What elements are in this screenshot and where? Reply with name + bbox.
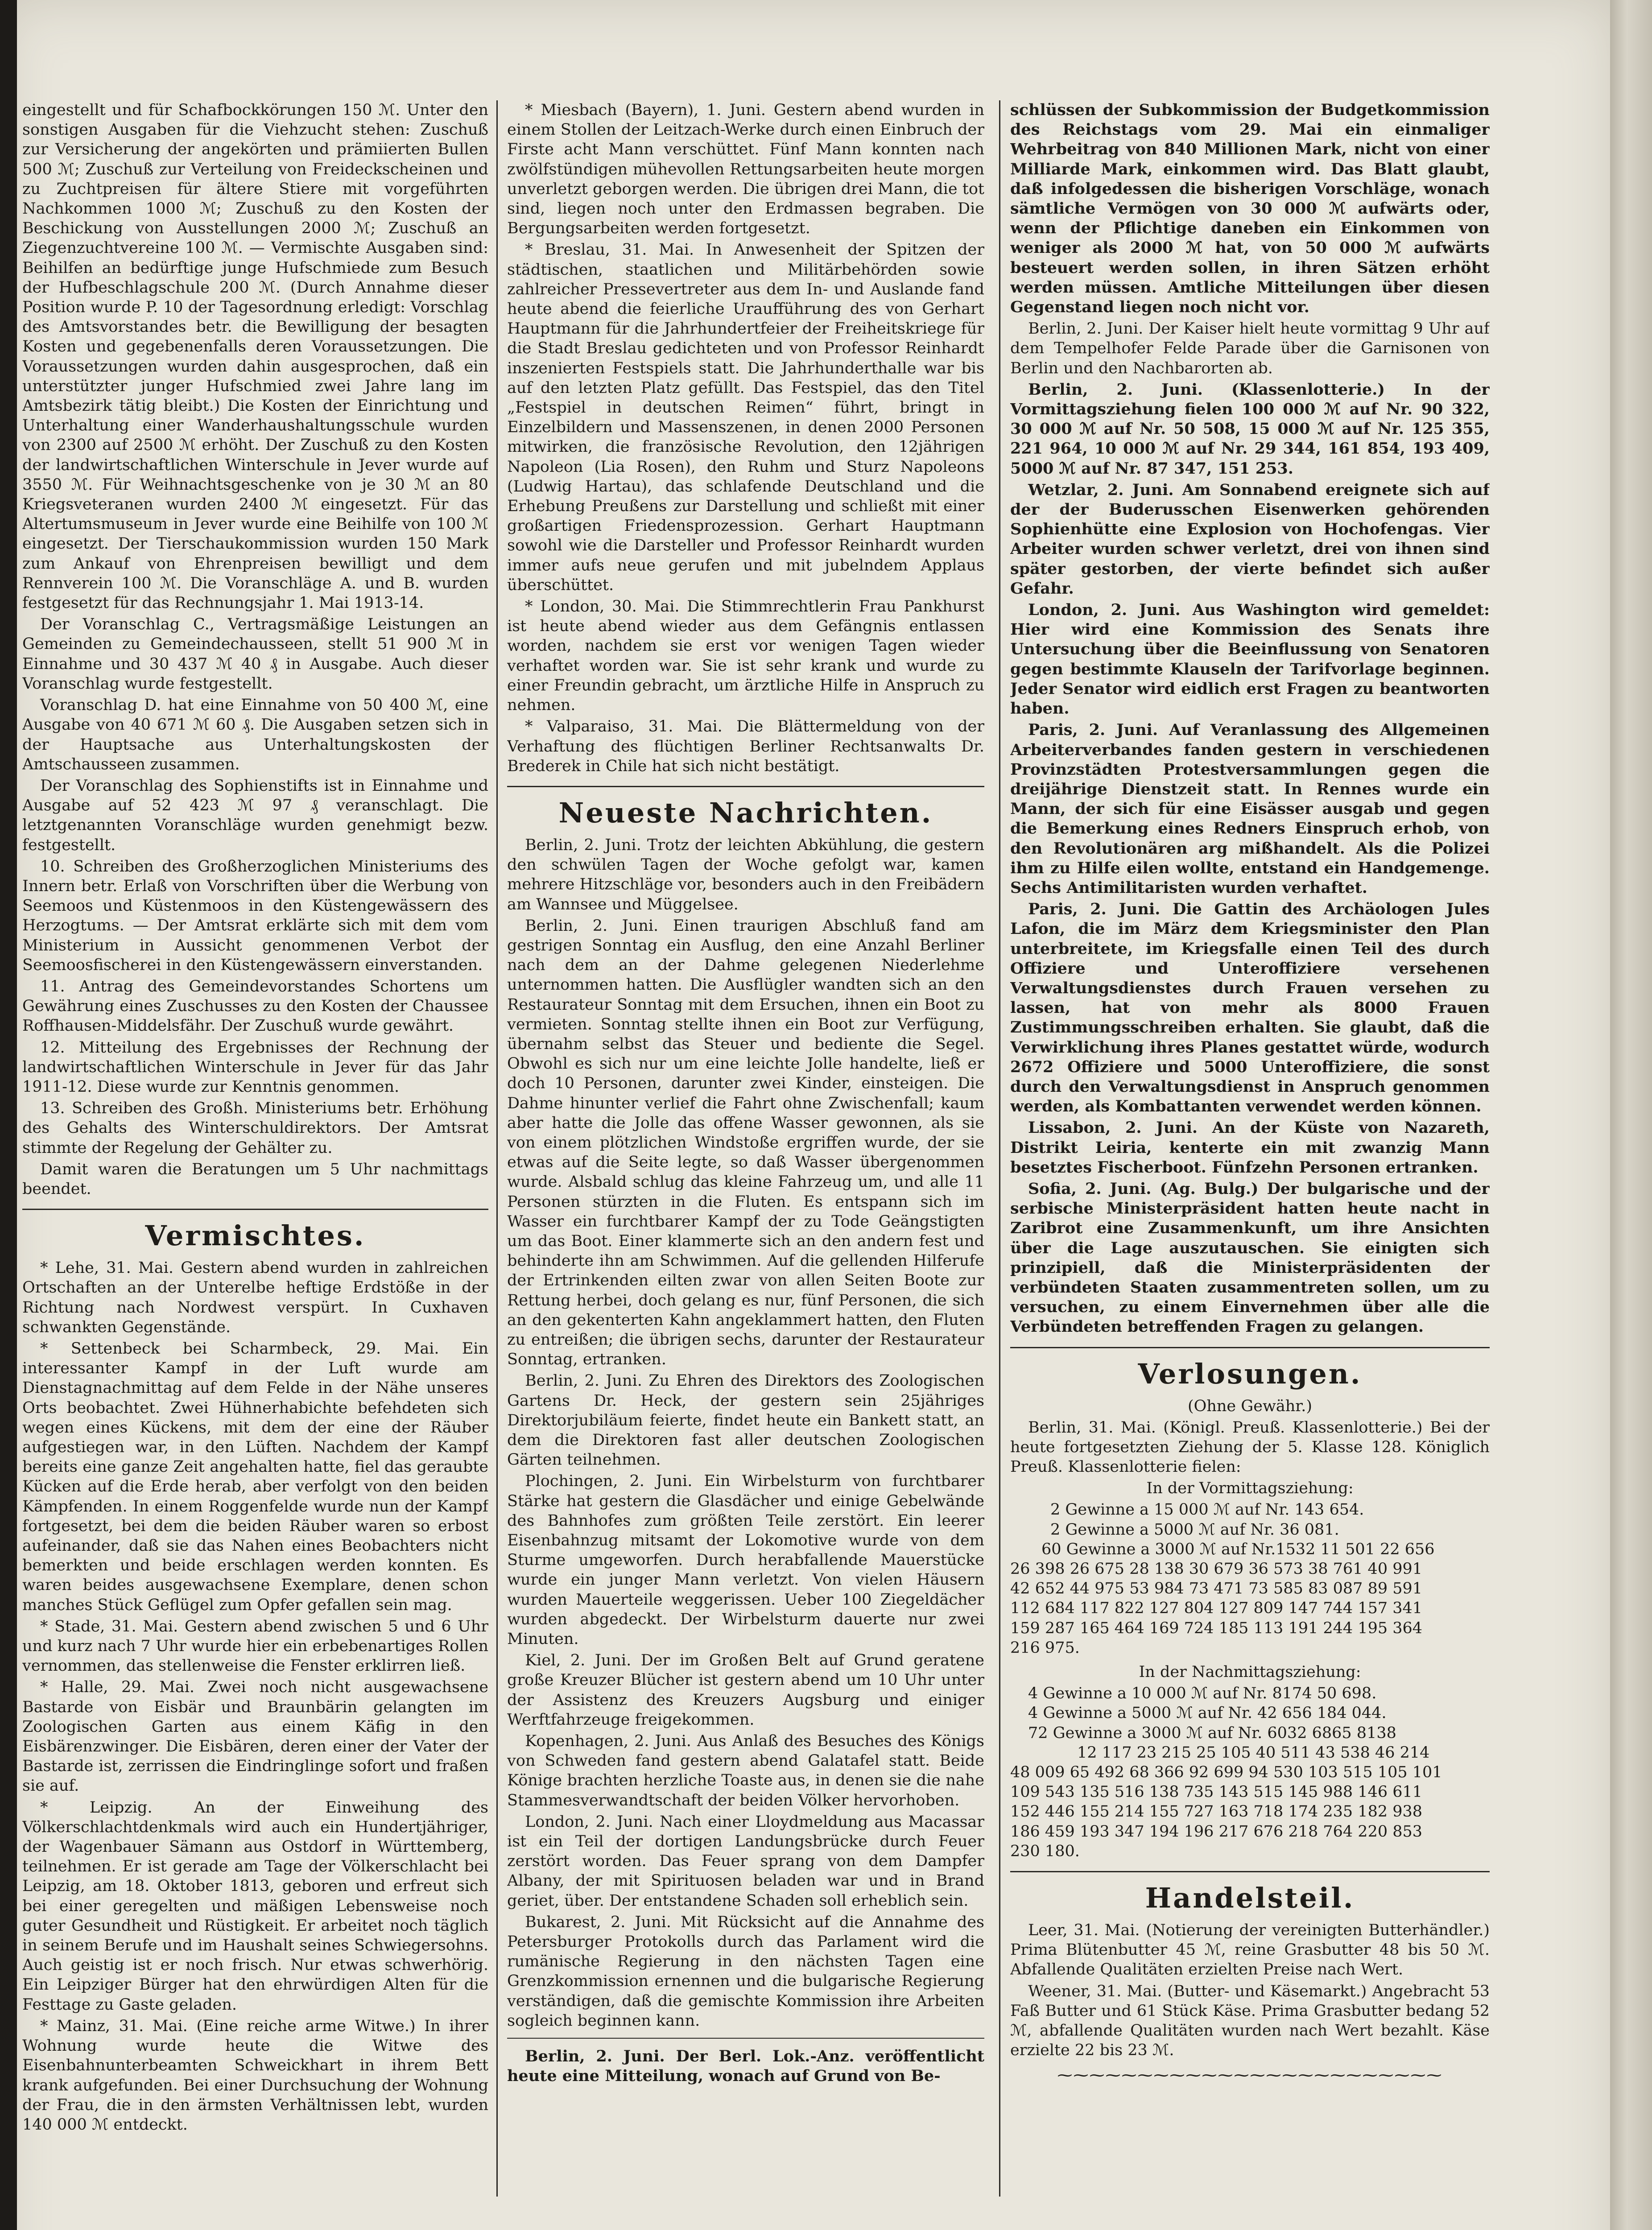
lottery-line: 109 543 135 516 138 735 143 515 145 988 146 611 (1010, 1783, 1423, 1801)
news-item: Plochingen, 2. Juni. Ein Wirbelsturm von furchtbarer Stärke hat gestern die Glasdächer und einige Gebelwände des Bahnhofes zum größten Teile zerstört. Ein leerer Eisenbahnzug mitsamt der Lokomotive wurde von dem Sturme umgeworfen. Durch herabfallende Mauerstücke wurde ein junger Mann verletzt. Von vielen Häusern wurden Mauerteile weggerissen. Ueber 100 Ziegeldächer wurden abgedeckt. Der Wirbelsturm dauerte nur zwei Minuten. (507, 1472, 984, 1648)
scan-left-edge (0, 0, 17, 2230)
lottery-line: 60 Gewinne a 3000 ℳ auf Nr.1532 11 501 22 656 (1041, 1540, 1435, 1558)
section-title-vermischtes: Vermischtes. (145, 1219, 366, 1252)
column-1 (22, 100, 488, 2136)
news-item-bold: Paris, 2. Juni. Die Gattin des Archäologen Jules Lafon, die im März dem Kriegsminister den Plan unterbreitete, im Kriegsfalle einen Teil des durch Offiziere und Unteroffiziere versehenen Verwaltungsdienstes durch Frauen versehen zu lassen, hat von mehr als 8000 Frauen Zustimmungsschreiben erhalten. Sie glaubt, daß die Verwirklichung ihres Planes gestattet würde, wodurch 2672 Offiziere und 5000 Unteroffiziere, die sonst durch den Verwaltungsdienst in Anspruch genommen werden, als Kombattanten verwendet werden können. (1010, 900, 1490, 1116)
news-item: * Leipzig. An der Einweihung des Völkerschlachtdenkmals wird auch ein Hundertjähriger, der Wagenbauer Sämann aus Ostdorf in Württemberg, teilnehmen. Er ist gerade am Tage der Völkerschlacht bei Leipzig, am 18. Oktober 1813, geboren und erfreut sich bei einer geregelten und mäßigen Lebensweise noch guter Gesundheit und Rüstigkeit. Er arbeitet noch täglich in seinem Berufe und im Haushalt seines Schwiegersohns. Auch geistig ist er noch frisch. Nur etwas schwerhörig. Ein Leipziger Bürger hat den ehrwürdigen Alten für die Festtage zu Gaste geladen. (22, 1798, 488, 2014)
lottery-line: 152 446 155 214 155 727 163 718 174 235 182 938 (1010, 1803, 1423, 1821)
lottery-intro: Berlin, 31. Mai. (Königl. Preuß. Klassenlotterie.) Bei der heute fortgesetzten Ziehung der 5. Klasse 128. Königlich Preuß. Klassenlotterie fielen: (1010, 1418, 1490, 1476)
news-item-bold: Sofia, 2. Juni. (Ag. Bulg.) Der bulgarische und der serbische Ministerpräsident hatten heute nacht in Zaribrot eine Zusammenkunft, um ihre Ansichten über die Lage auszutauschen. Sie einigten sich prinzipiell, daß die Ministerpräsidenten der verbündeten Staaten zusammentreten sollen, um zu versuchen, zu einem Einvernehmen über alle die Verbündeten betreffenden Fragen zu gelangen. (1010, 1179, 1490, 1336)
lottery-line: 2 Gewinne a 5000 ℳ auf Nr. 36 081. (1050, 1520, 1339, 1539)
news-item: London, 2. Juni. Nach einer Lloydmeldung aus Macassar ist ein Teil der dortigen Landungsbrücke durch Feuer zerstört worden. Das Feuer sprang von dem Dampfer Albany, der mit Spirituosen beladen war und in Brand geriet, über. Der entstandene Schaden soll erheblich sein. (507, 1813, 984, 1910)
column-3 (1010, 100, 1490, 2089)
paragraph: Voranschlag D. hat eine Einnahme von 50 400 ℳ, eine Ausgabe von 40 671 ℳ 60 ₰. Die Ausgaben setzen sich in der Hauptsache aus Unterhaltungskosten der Amtschausseen zusammen. (22, 696, 488, 773)
lottery-list-nachmittag (1010, 1743, 1490, 1861)
column-divider (999, 100, 1000, 2197)
lottery-line: 12 117 23 215 25 105 40 511 43 538 46 214 (1077, 1743, 1430, 1762)
news-item: * Mainz, 31. Mai. (Eine reiche arme Witwe.) In ihrer Wohnung wurde heute die Witwe des Eisenbahnunterbeamten Schweickhart in ihrem Bett krank aufgefunden. Bei einer Durchsuchung der Wohnung der Frau, die in den ärmsten Verhältnissen lebt, wurden 140 000 ℳ entdeckt. (22, 2017, 488, 2134)
news-item-bold: Berlin, 2. Juni. (Klassenlotterie.) In der Vormittagsziehung fielen 100 000 ℳ auf Nr. 90 322, 30 000 ℳ auf Nr. 50 508, 15 000 ℳ auf Nr. 125 355, 221 964, 10 000 ℳ auf Nr. 29 344, 161 854, 193 409, 5000 ℳ auf Nr. 87 347, 151 253. (1010, 380, 1490, 478)
lottery-list-vormittag (1010, 1500, 1490, 1539)
news-item: Berlin, 2. Juni. Der Kaiser hielt heute vormittag 9 Uhr auf dem Tempelhofer Felde Parade über die Garnisonen von Berlin und den Nachbarorten ab. (1010, 320, 1490, 377)
news-item: * Valparaiso, 31. Mai. Die Blättermeldung von der Verhaftung des flüchtigen Berliner Rechtsanwalts Dr. Brederek in Chile hat sich nicht bestätigt. (507, 718, 984, 775)
paragraph: Damit waren die Beratungen um 5 Uhr nachmittags beendet. (22, 1160, 488, 1198)
news-item: * Halle, 29. Mai. Zwei noch nicht ausgewachsene Bastarde von Eisbär und Braunbärin gelangten im Zoologischen Garten aus einem Käfig in den Eisbärenzwinger. Die Eisbären, deren einer der Vater der Bastarde ist, zerrissen die Eindringlinge sofort und fraßen sie auf. (22, 1678, 488, 1795)
news-item: * Stade, 31. Mai. Gestern abend zwischen 5 und 6 Uhr und kurz nach 7 Uhr wurde hier ein erbebenartiges Rollen vernommen, das stellenweise die Fenster erklirren ließ. (22, 1617, 488, 1675)
column-2 (507, 100, 984, 2088)
paragraph: 12. Mitteilung des Ergebnisses der Rechnung der landwirtschaftlichen Winterschule in Jever für das Jahr 1911-12. Diese wurde zur Kenntnis genommen. (22, 1038, 488, 1096)
section-title-neueste-nachrichten: Neueste Nachrichten. (558, 796, 933, 829)
paragraph: 13. Schreiben des Großh. Ministeriums betr. Erhöhung des Gehalts des Winterschuldirektors. Der Amtsrat stimmte der Regelung der Gehälter zu. (22, 1099, 488, 1157)
lottery-line: 216 975. (1010, 1639, 1080, 1657)
news-item: * Breslau, 31. Mai. In Anwesenheit der Spitzen der städtischen, staatlichen und Militärbehörden sowie zahlreicher Pressevertreter aus dem In- und Auslande fand heute abend die feierliche Uraufführung des von Gerhart Hauptmann für die Jahrhundertfeier der Freiheitskriege für die Stadt Breslau gedichteten und von Professor Reinhardt inszenierten Festspiels statt. Die Jahrhunderthalle war bis auf den letzten Platz gefüllt. Das Festspiel, das den Titel „Festspiel in deutschen Reimen“ führt, bringt in Einzelbildern und Massenszenen, in denen 2000 Personen mitwirken, die französische Revolution, den 12jährigen Napoleon (Lia Rosen), den Ruhm und Sturz Napoleons (Ludwig Hartau), das schlafende Deutschland und die Erhebung Preußens zur Darstellung und schließt mit einer großartigen Friedensprozession. Gerhart Hauptmann sowohl wie die Darsteller und Professor Reinhardt wurden immer aufs neue gerufen und mit jubelndem Applaus überschüttet. (507, 241, 984, 594)
lottery-line: 186 459 193 347 194 196 217 676 218 764 220 853 (1010, 1822, 1423, 1841)
news-item: * London, 30. Mai. Die Stimmrechtlerin Frau Pankhurst ist heute abend wieder aus dem Gefängnis entlassen worden, nachdem sie erst vor wenigen Tagen wieder verhaftet worden war. Sie ist sehr krank und wurde zu einer Freundin gebracht, um ärztliche Hilfe in Anspruch zu nehmen. (507, 598, 984, 714)
lottery-line: 230 180. (1010, 1842, 1080, 1860)
lottery-list-vormittag (1010, 1559, 1490, 1658)
paragraph: eingestellt und für Schafbockkörungen 150 ℳ. Unter den sonstigen Ausgaben für die Viehzucht stehen: Zuschuß zur Versicherung der angekörten und prämiierten Bullen 500 ℳ; Zuschuß zur Verteilung von Freideckscheinen und zu Zuchtpreisen für ältere Stiere mit vorgeführten Nachkommen 1000 ℳ; Zuschuß zu den Kosten der Beschickung von Ausstellungen 2000 ℳ; Zuschuß an Ziegenzuchtvereine 100 ℳ. — Vermischte Ausgaben sind: Beihilfen an bedürftige junge Hufschmiede zum Besuch der Hufbeschlagschule 200 ℳ. (Durch Annahme dieser Position wurde P. 10 der Tagesordnung erledigt: Vorschlag des Amtsvorstandes betr. die Bewilligung der besagten Kosten und gegebenenfalls deren Voraussetzungen. Die Voraussetzungen wurden dahin ausgesprochen, daß ein unterstützter junger Hufschmied zwei Jahre lang im Amtsbezirk tätig bleibt.) Die Kosten der Einrichtung und Unterhaltung einer Wanderhaushaltungsschule wurden von 2300 auf 2500 ℳ erhöht. Der Zuschuß zu den Kosten der landwirtschaftlichen Winterschule in Jever wurde auf 3550 ℳ. Für Weihnachtsgeschenke von je 30 ℳ an 80 Kriegsveteranen wurden 2400 ℳ eingesetzt. Für das Altertumsmuseum in Jever wurde eine Beihilfe von 100 ℳ eingesetzt. Der Tierschaukommission wurden 150 Mark zum Ankauf von Ehrenpreisen bewilligt und dem Rennverein 100 ℳ. Die Voranschläge A. und B. wurden festgesetzt für das Rechnungsjahr 1. Mai 1913-14. (22, 101, 488, 612)
section-title-verlosungen: Verlosungen. (1138, 1357, 1362, 1390)
lottery-line: 2 Gewinne a 15 000 ℳ auf Nr. 143 654. (1050, 1501, 1364, 1519)
closing-ornament: ⁓⁓⁓⁓⁓⁓⁓⁓⁓⁓⁓⁓⁓⁓⁓⁓⁓⁓⁓⁓⁓⁓⁓⁓ (1057, 2066, 1443, 2085)
paragraph: 11. Antrag des Gemeindevorstandes Schortens um Gewährung eines Zuschusses zu den Kosten der Chaussee Roffhausen-Middelsfähr. Der Zuschuß wurde gewährt. (22, 977, 488, 1035)
news-item: * Lehe, 31. Mai. Gestern abend wurden in zahlreichen Ortschaften an der Unterelbe heftige Erdstöße in der Richtung nach Nordwest verspürt. In Cuxhaven schwankten Gegenstände. (22, 1259, 488, 1336)
section-rule (1010, 1347, 1490, 1348)
news-item-bold: schlüssen der Subkommission der Budgetkommission des Reichstags vom 29. Mai ein einmaliger Wehrbeitrag von 840 Millionen Mark, nicht von einer Milliarde Mark, einkommen wird. Das Blatt glaubt, daß infolgedessen die bisherigen Vorschläge, wonach sämtliche Vermögen von 30 000 ℳ aufwärts oder, wenn der Pflichtige daneben ein Einkommen von weniger als 2000 ℳ hat, von 50 000 ℳ aufwärts besteuert werden sollen, in ihren Sätzen erhöht werden müssen. Amtliche Mitteilungen über diesen Gegenstand liegen noch nicht vor. (1010, 101, 1490, 317)
lottery-line: 42 652 44 975 53 984 73 471 73 585 83 087 89 591 (1010, 1580, 1423, 1598)
news-item: Bukarest, 2. Juni. Mit Rücksicht auf die Annahme des Petersburger Protokolls durch das Parlament wird die rumänische Regierung in den nächsten Tagen eine Grenzkommission ernennen und die bulgarische Regierung verständigen, daß die gemischte Kommission ihre Arbeiten sogleich beginnen kann. (507, 1913, 984, 2030)
lottery-line: 4 Gewinne a 5000 ℳ auf Nr. 42 656 184 044. (1028, 1704, 1387, 1722)
section-rule (507, 786, 984, 787)
paragraph: Der Voranschlag des Sophienstifts ist in Einnahme und Ausgabe auf 52 423 ℳ 97 ₰ veranschlagt. Die letztgenannten Voranschläge wurden genehmigt bezw. festgestellt. (22, 776, 488, 854)
section-subtitle: (Ohne Gewähr.) (1188, 1397, 1312, 1415)
news-item: * Miesbach (Bayern), 1. Juni. Gestern abend wurden in einem Stollen der Leitzach-Werke durch einen Einbruch der Firste acht Mann verschüttet. Fünf Mann konnten nach zwölfstündigen mühevollen Rettungsarbeiten heute morgen unverletzt geborgen werden. Die übrigen drei Mann, die tot sind, liegen noch unter den Erdmassen begraben. Die Bergungsarbeiten werden fortgesetzt. (507, 101, 984, 238)
lottery-line: 112 684 117 822 127 804 127 809 147 744 157 341 (1010, 1599, 1423, 1618)
market-report: Leer, 31. Mai. (Notierung der vereinigten Butterhändler.) Prima Blütenbutter 45 ℳ, reine Grasbutter 48 bis 50 ℳ. Abfallende Qualitäten erzielten Preise nach Wert. (1010, 1921, 1490, 1979)
news-item: Berlin, 2. Juni. Einen traurigen Abschluß fand am gestrigen Sonntag ein Ausflug, den eine Anzahl Berliner nach dem an der Dahme gelegenen Niederlehme unternommen hatten. Die Ausflügler wandten sich an den Restaurateur Sonntag mit dem Ersuchen, ihnen ein Boot zu vermieten. Sonntag stellte ihnen ein Boot zur Verfügung, übernahm selbst das Steuer und bediente die Segel. Obwohl es sich nur um eine leichte Jolle handelte, ließ er doch 10 Personen, darunter zwei Kinder, einsteigen. Die Dahme hinunter verlief die Fahrt ohne Zwischenfall; kaum aber hatte die Jolle das offene Wasser gewonnen, als sie von einem plötzlichen Windstoße ergriffen wurde, der sie etwas auf die Seite legte, so daß Wasser übergenommen wurde. Alsbald schlug das kleine Fahrzeug um, und alle 11 Personen stürzten in die Fluten. Es entspann sich im Wasser ein furchtbarer Kampf der zu Tode Geängstigten um das Boot. Einer klammerte sich an den andern fest und behinderte ihn am Schwimmen. Auf die gellenden Hilferufe der Ertrinkenden eilten zwar von allen Seiten Boote zur Rettung herbei, doch gelang es nur, fünf Personen, die sich an den gekenterten Kahn angeklammert hatten, den Fluten zu entreißen; die übrigen sechs, darunter der Restaurateur Sonntag, ertranken. (507, 917, 984, 1369)
paragraph: 10. Schreiben des Großherzoglichen Ministeriums des Innern betr. Erlaß von Vorschriften über die Werbung von Seemoos und Küstenmoos in den Küstengewässern des Herzogtums. — Der Amtsrat erklärte sich mit dem vom Ministerium in Aussicht genommenen Verbot der Seemoosfischerei in den Küstengewässern einverstanden. (22, 857, 488, 974)
lottery-list-nachmittag (1010, 1684, 1490, 1743)
news-item: Berlin, 2. Juni. Trotz der leichten Abkühlung, die gestern den schwülen Tagen der Woche gefolgt war, kamen mehrere Hitzschläge vor, besonders auch in den Freibädern am Wannsee und Müggelsee. (507, 836, 984, 913)
market-report: Weener, 31. Mai. (Butter- und Käsemarkt.) Angebracht 53 Faß Butter und 61 Stück Käse. Prima Grasbutter bedang 52 ℳ, abfallende Qualitäten wurden nach Wert bezahlt. Käse erzielte 22 bis 23 ℳ. (1010, 1982, 1490, 2060)
section-title-handelsteil: Handelsteil. (1145, 1882, 1355, 1915)
column-divider (496, 100, 498, 2197)
lottery-line: 48 009 65 492 68 366 92 699 94 530 103 515 105 101 (1010, 1763, 1442, 1782)
news-item-bold: Paris, 2. Juni. Auf Veranlassung des Allgemeinen Arbeiterverbandes fanden gestern in verschiedenen Provinzstädten Protestversammlungen gegen die dreijährige Dienstzeit statt. In Rennes wurde ein Mann, der sich für eine Eisässer ausgab und gegen die Bemerkung eines Redners Einspruch erhob, von den Revolutionären arg mißhandelt. Als die Polizei ihm zu Hilfe eilen wollte, entstand ein Handgemenge. Sechs Antimilitaristen wurden verhaftet. (1010, 721, 1490, 897)
scan-right-edge (1610, 0, 1652, 2230)
news-item-bold: Wetzlar, 2. Juni. Am Sonnabend ereignete sich auf der der Buderusschen Eisenwerken gehörenden Sophienhütte eine Explosion von Hochofengas. Vier Arbeiter wurden schwer verletzt, drei von ihnen sind später gestorben, der vierte befindet sich außer Gefahr. (1010, 480, 1490, 598)
section-rule (22, 1209, 488, 1210)
news-item: * Settenbeck bei Scharmbeck, 29. Mai. Ein interessanter Kampf in der Luft wurde am Dienstagnachmittag auf dem Felde in der Nähe unseres Orts beobachtet. Zwei Hühnerhabichte befehdeten sich wegen eines Kückens, mit dem der eine der Räuber aufgestiegen war, in den Lüften. Nachdem der Kampf bereits eine ganze Zeit angehalten hatte, fiel das geraubte Kücken auf die Erde herab, aber verfolgt von den beiden Kämpfenden. In einem Roggenfelde wurde nun der Kampf fortgesetzt, bei dem die beiden Räuber waren so erbost aufeinander, daß sie das Nahen eines Beobachters nicht bemerkten und beide erschlagen werden konnten. Es waren beides ausgewachsene Exemplare, denen schon manches Stück Geflügel zum Opfer gefallen sein mag. (22, 1339, 488, 1614)
lottery-line: 72 Gewinne a 3000 ℳ auf Nr. 6032 6865 8138 (1028, 1724, 1396, 1742)
lottery-subhead: In der Vormittagsziehung: (1146, 1479, 1354, 1498)
news-item-bold: Lissabon, 2. Juni. An der Küste von Nazareth, Distrikt Leiria, kenterte ein mit zwanzig Mann besetztes Fischerboot. Fünfzehn Personen ertranken. (1010, 1119, 1490, 1177)
paragraph: Der Voranschlag C., Vertragsmäßige Leistungen an Gemeinden zu Gemeindechausseen, stellt 51 900 ℳ in Einnahme und 30 437 ℳ 40 ₰ in Ausgabe. Auch dieser Voranschlag wurde festgestellt. (22, 615, 488, 693)
news-item: Kiel, 2. Juni. Der im Großen Belt auf Grund geratene große Kreuzer Blücher ist gestern abend um 10 Uhr unter der Assistenz des Kreuzers Augsburg und einiger Werftfahrzeuge freigekommen. (507, 1652, 984, 1729)
lottery-line: 26 398 26 675 28 138 30 679 36 573 38 761 40 991 (1010, 1560, 1423, 1578)
news-item: Kopenhagen, 2. Juni. Aus Anlaß des Besuches des Königs von Schweden fand gestern abend Galatafel statt. Beide Könige brachten herzliche Toaste aus, in denen sie die nahe Stammesverwandtschaft der beiden Völker hervorhoben. (507, 1732, 984, 1809)
section-rule (1010, 1871, 1490, 1872)
news-item-bold: Berlin, 2. Juni. Der Berl. Lok.-Anz. veröffentlicht heute eine Mitteilung, wonach auf Grund von Be- (507, 2047, 984, 2085)
lottery-line: 159 287 165 464 169 724 185 113 191 244 195 364 (1010, 1619, 1423, 1637)
lottery-line: 4 Gewinne a 10 000 ℳ auf Nr. 8174 50 698. (1028, 1685, 1377, 1703)
lottery-subhead: In der Nachmittagsziehung: (1139, 1663, 1361, 1681)
news-item: Berlin, 2. Juni. Zu Ehren des Direktors des Zoologischen Gartens Dr. Heck, der gestern sein 25jähriges Direktorjubiläum feierte, findet heute ein Bankett statt, an dem die Direktoren fast aller deutschen Zoologischen Gärten teilnehmen. (507, 1372, 984, 1469)
news-item-bold: London, 2. Juni. Aus Washington wird gemeldet: Hier wird eine Kommission des Senats ihre Untersuchung über die Beeinflussung von Senatoren gegen bestimmte Klauseln der Tarifvorlage beginnen. Jeder Senator wird eidlich erst Fragen zu beantworten haben. (1010, 601, 1490, 718)
item-rule (507, 2038, 984, 2039)
lottery-list-vormittag (1010, 1540, 1490, 1559)
